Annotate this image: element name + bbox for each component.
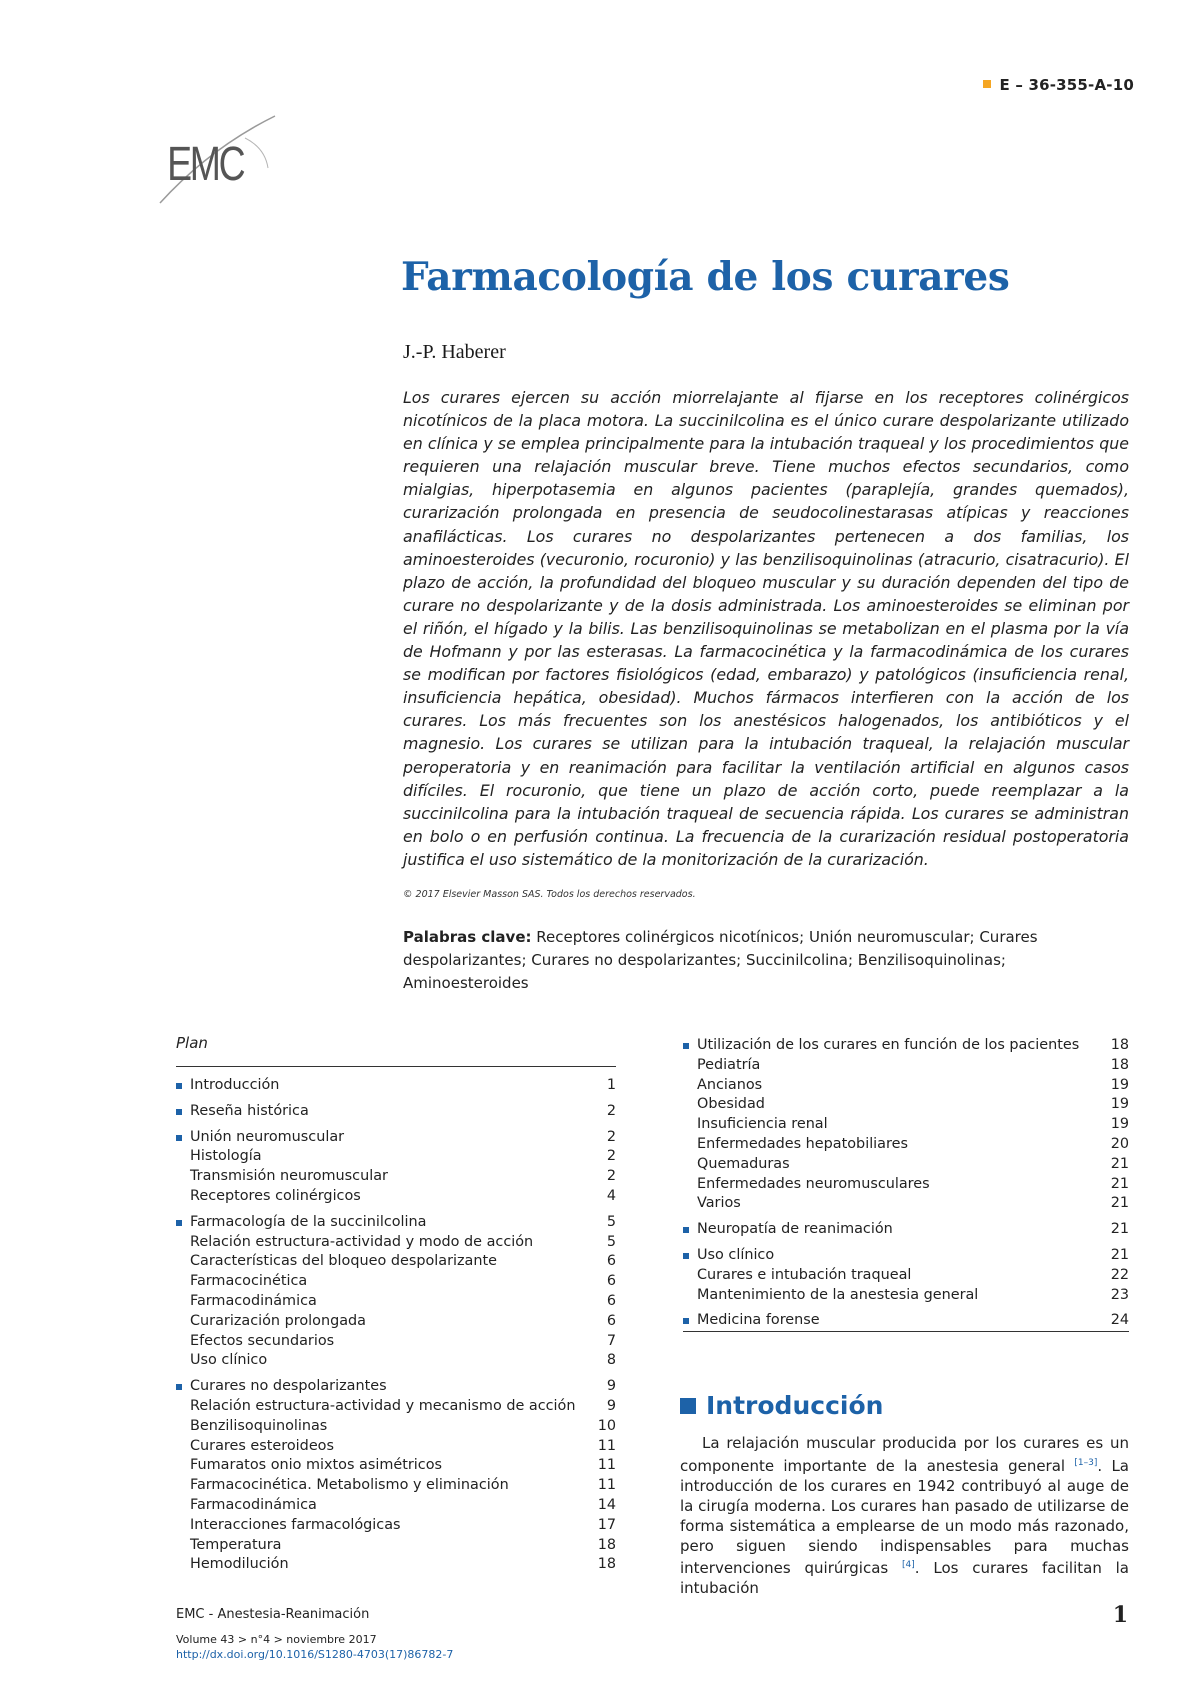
bullet-icon	[683, 1318, 689, 1324]
introduction-paragraph: La relajación muscular producida por los curares es un componente importante de la anestesia general [1–3]. La introducción de los curares en 1942 contribuyó al auge de la cirugía moderna. Los curares han pasado de utilizarse de forma sistemática a emplearse de un modo más razonado, pero siguen siendo indispensables para muchas intervenciones quirúrgicas [4]. Los curares facilitan la intubación	[680, 1434, 1129, 1598]
bullet-icon	[176, 1135, 182, 1141]
toc-page: 22	[1110, 1266, 1129, 1283]
bullet-icon	[176, 1109, 182, 1115]
toc-page: 6	[606, 1273, 616, 1290]
bullet-icon	[176, 1083, 182, 1089]
toc-label: Utilización de los curares en función de los pacientes	[697, 1037, 1080, 1053]
toc-page: 11	[597, 1457, 616, 1474]
toc-label: Pediatría	[697, 1056, 761, 1073]
toc-subsection[interactable]	[176, 1187, 616, 1207]
toc-section[interactable]	[683, 1246, 1129, 1266]
toc-page: 2	[606, 1102, 616, 1119]
toc-label: Receptores colinérgicos	[190, 1187, 361, 1204]
toc-label: Relación estructura-actividad y mecanismo de acción	[190, 1397, 576, 1414]
article-code: E – 36-355-A-10	[983, 76, 1134, 94]
toc-label: Transmisión neuromuscular	[190, 1168, 388, 1185]
toc-label: Medicina forense	[697, 1312, 820, 1329]
toc-label: Farmacocinética. Metabolismo y eliminación	[190, 1477, 509, 1494]
toc-subsection[interactable]	[176, 1147, 616, 1167]
doi-link[interactable]: http://dx.doi.org/10.1016/S1280-4703(17)86782-7	[176, 1648, 454, 1661]
toc-page: 10	[597, 1417, 616, 1434]
toc-label: Interacciones farmacológicas	[190, 1516, 401, 1533]
toc-label: Curares e intubación traqueal	[697, 1266, 912, 1283]
toc-subsection[interactable]	[683, 1135, 1129, 1155]
citation-link[interactable]: [1–3]	[1074, 1457, 1098, 1468]
page-number: 1	[1112, 1602, 1128, 1628]
toc-section[interactable]	[683, 1036, 1129, 1056]
toc-label: Histología	[190, 1148, 262, 1165]
toc-label: Ancianos	[697, 1076, 763, 1093]
toc-subsection[interactable]	[176, 1417, 616, 1437]
toc-section[interactable]	[176, 1128, 616, 1148]
toc-page: 2	[606, 1168, 616, 1185]
toc-page: 1	[606, 1077, 616, 1093]
toc-label: Farmacodinámica	[190, 1292, 317, 1309]
plan-title: Plan	[176, 1034, 208, 1052]
toc-page: 9	[606, 1397, 616, 1414]
toc-label: Farmacocinética	[190, 1273, 308, 1290]
toc-section[interactable]	[176, 1076, 616, 1096]
toc-section[interactable]	[683, 1311, 1129, 1332]
toc-page: 6	[606, 1253, 616, 1270]
toc-section[interactable]	[176, 1213, 616, 1233]
toc-page: 5	[606, 1233, 616, 1250]
toc-page: 4	[606, 1187, 616, 1204]
toc-label: Introducción	[190, 1077, 280, 1093]
toc-subsection[interactable]	[683, 1095, 1129, 1115]
toc-subsection[interactable]	[683, 1266, 1129, 1286]
toc-label: Curares esteroideos	[190, 1437, 334, 1454]
toc-label: Farmacología de la succinilcolina	[190, 1213, 427, 1230]
toc-label: Reseña histórica	[190, 1102, 309, 1119]
toc-page: 2	[606, 1128, 616, 1145]
toc-page: 18	[1110, 1056, 1129, 1073]
toc-subsection[interactable]	[176, 1351, 616, 1371]
keywords-label: Palabras clave:	[403, 928, 532, 946]
toc-subsection[interactable]	[176, 1437, 616, 1457]
toc-page: 11	[597, 1437, 616, 1454]
toc-label: Efectos secundarios	[190, 1332, 335, 1349]
toc-label: Mantenimiento de la anestesia general	[697, 1286, 979, 1303]
toc-page: 11	[597, 1477, 616, 1494]
toc-subsection[interactable]	[176, 1516, 616, 1536]
toc-page: 21	[1110, 1246, 1129, 1263]
plan-toc-left	[176, 1076, 616, 1575]
bullet-icon	[683, 1043, 689, 1049]
toc-subsection[interactable]	[176, 1536, 616, 1556]
section-heading-introduccion: Introducción	[680, 1391, 883, 1420]
toc-subsection[interactable]	[176, 1332, 616, 1352]
toc-page: 17	[597, 1516, 616, 1533]
footer-journal: EMC - Anestesia-Reanimación	[176, 1607, 370, 1622]
toc-subsection[interactable]	[176, 1476, 616, 1496]
toc-page: 18	[597, 1536, 616, 1553]
bullet-icon	[683, 1227, 689, 1233]
toc-subsection[interactable]	[176, 1167, 616, 1187]
toc-subsection[interactable]	[176, 1233, 616, 1253]
toc-subsection[interactable]	[683, 1076, 1129, 1096]
blue-square-icon	[680, 1398, 696, 1414]
toc-page: 23	[1110, 1286, 1129, 1303]
orange-square-icon	[983, 80, 991, 88]
toc-page: 5	[606, 1213, 616, 1230]
toc-label: Relación estructura-actividad y modo de acción	[190, 1233, 534, 1250]
toc-page: 2	[606, 1148, 616, 1165]
toc-section[interactable]	[683, 1220, 1129, 1240]
toc-label: Uso clínico	[697, 1246, 775, 1263]
keywords	[403, 926, 1103, 995]
toc-subsection[interactable]	[683, 1056, 1129, 1076]
toc-subsection[interactable]	[176, 1292, 616, 1312]
toc-label: Temperatura	[190, 1536, 282, 1553]
toc-label: Enfermedades neuromusculares	[697, 1175, 930, 1192]
plan-toc-right	[683, 1036, 1129, 1332]
toc-label: Varios	[697, 1195, 741, 1212]
toc-page: 14	[597, 1496, 616, 1513]
toc-page: 19	[1110, 1076, 1129, 1093]
toc-page: 21	[1110, 1221, 1129, 1238]
toc-page: 7	[606, 1332, 616, 1349]
toc-page: 21	[1110, 1155, 1129, 1172]
toc-subsection[interactable]	[176, 1252, 616, 1272]
toc-subsection[interactable]	[176, 1397, 616, 1417]
toc-page: 8	[606, 1352, 616, 1369]
toc-label: Curares no despolarizantes	[190, 1378, 387, 1395]
toc-page: 24	[1110, 1312, 1129, 1329]
toc-page: 6	[606, 1312, 616, 1329]
bullet-icon	[683, 1253, 689, 1259]
toc-subsection[interactable]	[683, 1194, 1129, 1214]
toc-label: Insuficiencia renal	[697, 1116, 828, 1133]
toc-page: 6	[606, 1292, 616, 1309]
toc-label: Unión neuromuscular	[190, 1128, 345, 1145]
toc-page: 21	[1110, 1175, 1129, 1192]
toc-label: Obesidad	[697, 1096, 765, 1113]
toc-subsection[interactable]	[683, 1175, 1129, 1195]
bullet-icon	[176, 1384, 182, 1390]
toc-label: Fumaratos onio mixtos asimétricos	[190, 1457, 443, 1474]
logo-text: EMC	[167, 137, 244, 192]
article-title: Farmacología de los curares	[401, 254, 1010, 300]
toc-page: 21	[1110, 1195, 1129, 1212]
toc-subsection[interactable]	[176, 1496, 616, 1516]
emc-logo	[150, 108, 290, 208]
citation-link[interactable]: [4]	[902, 1560, 915, 1571]
bullet-icon	[176, 1220, 182, 1226]
toc-subsection[interactable]	[176, 1272, 616, 1292]
toc-subsection[interactable]	[176, 1312, 616, 1332]
abstract: Los curares ejercen su acción miorrelajante al fijarse en los receptores colinérgicos nicotínicos de la placa motora. La succinilcolina es el único curare despolarizante utilizado en clínica y se emplea principalmente para la intubación traqueal y los procedimientos que requieren una relajación muscular breve. Tiene muchos efectos secundarios, como mialgias, hiperpotasemia en algunos pacientes (paraplejía, grandes quemados), curarización prolongada en presencia de seudocolinestarasas atípicas y reacciones anafilácticas. Los curares no despolarizantes pertenecen a dos familias, los aminoesteroides (vecuronio, rocuronio) y las benzilisoquinolinas (atracurio, cisatracurio). El plazo de acción, la profundidad del bloqueo muscular y su duración dependen del tipo de curare no despolarizante y de la dosis administrada. Los aminoesteroides se eliminan por el riñón, el hígado y la bilis. Las benzilisoquinolinas se metabolizan en el plasma por la vía de Hofmann y por las esterasas. La farmacocinética y la farmacodinámica de los curares se modifican por factores fisiológicos (edad, embarazo) y patológicos (insuficiencia renal, insuficiencia hepática, obesidad). Muchos fármacos interfieren con la acción de los curares. Los más frecuentes son los anestésicos halogenados, los antibióticos y el magnesio. Los curares se utilizan para la intubación traqueal, la relajación muscular peroperatoria y en reanimación para facilitar la ventilación artificial en algunos casos difíciles. El rocuronio, que tiene un plazo de acción corto, puede reemplazar a la succinilcolina para la intubación traqueal de secuencia rápida. Los curares se administran en bolo o en perfusión continua. La frecuencia de la curarización residual postoperatoria justifica el uso sistemático de la monitorización de la curarización.	[403, 388, 1129, 869]
toc-subsection[interactable]	[683, 1155, 1129, 1175]
toc-section[interactable]	[176, 1377, 616, 1397]
footer-volume: Volume 43 > n°4 > noviembre 2017	[176, 1633, 377, 1646]
toc-page: 20	[1110, 1135, 1129, 1152]
toc-label: Farmacodinámica	[190, 1496, 317, 1513]
toc-label: Características del bloqueo despolarizante	[190, 1253, 497, 1270]
toc-label: Neuropatía de reanimación	[697, 1221, 893, 1238]
toc-page: 19	[1110, 1116, 1129, 1133]
toc-label: Enfermedades hepatobiliares	[697, 1135, 908, 1152]
toc-subsection[interactable]	[683, 1115, 1129, 1135]
toc-subsection[interactable]	[176, 1555, 616, 1575]
toc-page: 18	[597, 1556, 616, 1573]
toc-page: 19	[1110, 1096, 1129, 1113]
toc-label: Benzilisoquinolinas	[190, 1417, 328, 1434]
toc-label: Curarización prolongada	[190, 1312, 366, 1329]
toc-section[interactable]	[176, 1102, 616, 1122]
toc-subsection[interactable]	[683, 1286, 1129, 1306]
toc-label: Hemodilución	[190, 1556, 289, 1573]
author: J.-P. Haberer	[403, 341, 506, 363]
toc-subsection[interactable]	[176, 1456, 616, 1476]
toc-page: 9	[606, 1378, 616, 1395]
copyright: © 2017 Elsevier Masson SAS. Todos los derechos reservados.	[403, 889, 696, 900]
toc-label: Quemaduras	[697, 1155, 790, 1172]
keywords-list: Receptores colinérgicos nicotínicos; Unión neuromuscular; Curares despolarizantes; Curares no despolarizantes; Succinilcolina; Benzilisoquinolinas; Aminoesteroides	[403, 928, 1038, 992]
toc-label: Uso clínico	[190, 1352, 268, 1369]
toc-page: 18	[1110, 1037, 1129, 1053]
plan-divider	[176, 1066, 616, 1067]
